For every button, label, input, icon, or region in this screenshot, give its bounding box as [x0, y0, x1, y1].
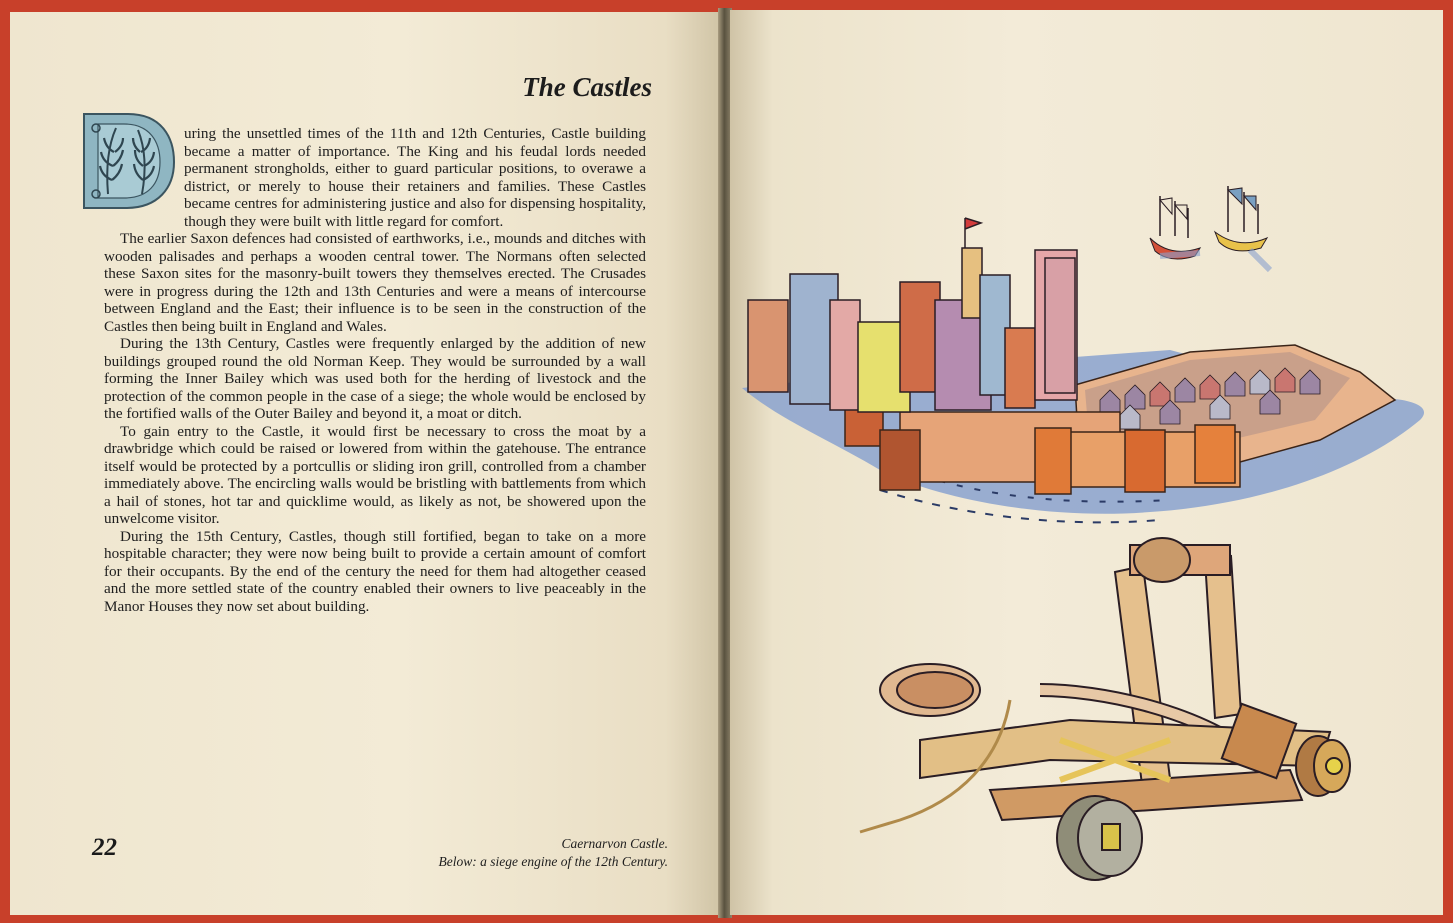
paragraph-4: To gain entry to the Castle, it would first be necessary to cross the moat by a drawbridge which could be raised or lowered from within the gatehouse. The entrance itself would be protected by a portcullis or sliding iron grill, controlled from a chamber immediately above. The encircling walls would be bristling with battlements from which a hail of stones, hot tar and quicklime would, as likely as not, be showered upon the unwelcome visitor. [104, 422, 646, 527]
paragraph-2: The earlier Saxon defences had consisted of earthworks, i.e., mounds and ditches with wooden palisades and perhaps a wooden central tower. The Normans often selected these Saxon sites for the masonry-built towers they themselves erected. The Crusades were in progress during the 12th and 13th Centuries and were a means of intercourse between England and the East; their influence is to be seen in the construction of the Castles then being built in England and Wales. [104, 230, 646, 335]
caption-line-1: Caernarvon Castle. [561, 836, 668, 851]
article-body [104, 125, 646, 615]
page-number: 22 [92, 834, 117, 861]
page-illustrations [730, 10, 1443, 915]
ships-illustration [1150, 186, 1270, 270]
paragraph-3: During the 13th Century, Castles were frequently enlarged by the addition of new buildings grouped round the old Norman Keep. They would be surrounded by a wall forming the Inner Bailey which was used both for the herding of livestock and the protection of the common people in the case of a siege; the whole would be enclosed by the fortified walls of the Outer Bailey and beyond it, a moat or ditch. [104, 335, 646, 422]
siege-engine-illustration [860, 538, 1350, 880]
castle-illustration [742, 186, 1424, 522]
paragraph-5: During the 15th Century, Castles, though still fortified, began to take on a more hospitable character; they were now being built to provide a certain amount of comfort for their occupants. By the end of the century the need for them had altogether ceased and the more settled state of the country enabled their owners to live peaceably in the Manor Houses they now set about building. [104, 527, 646, 615]
figure-caption [380, 835, 668, 871]
page-title: The Castles [522, 72, 652, 102]
caption-line-2: Below: a siege engine of the 12th Century. [438, 854, 668, 869]
paragraph-1: uring the unsettled times of the 11th and 12th Centuries, Castle building became a matter of importance. The King and his feudal lords needed permanent strongholds, either to guard particular positions, to overawe a district, or merely to house their retainers and families. These Castles became centres for administering justice and also for dispensing hospitality, though they were built with little regard for comfort. [184, 125, 646, 230]
